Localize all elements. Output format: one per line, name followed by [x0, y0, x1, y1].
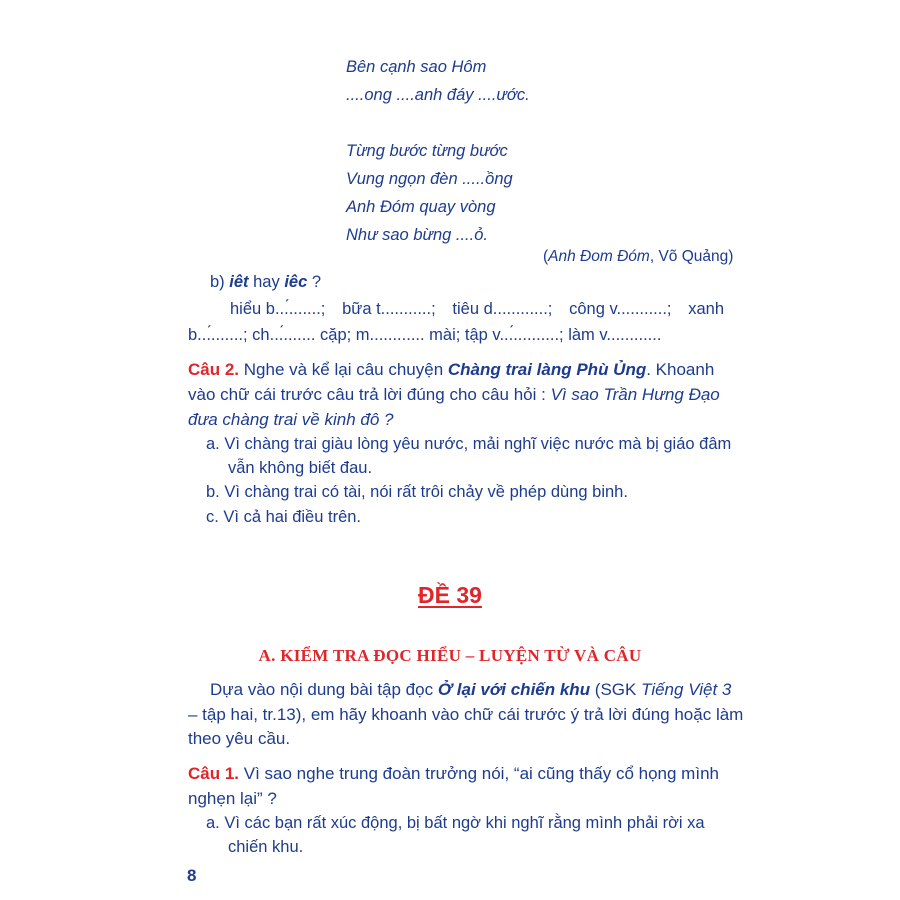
poem-line-4: Vung ngọn đèn .....ồng — [346, 170, 513, 188]
part-b-end: ? — [307, 273, 322, 291]
fill-item: bữa t...........; — [342, 300, 436, 318]
cau2-text-2: . Khoanh — [646, 360, 715, 379]
part-b-heading — [210, 271, 321, 293]
fill-item: hiểu b...́.......; — [230, 300, 326, 318]
exam-title: ĐỀ 39 — [418, 582, 482, 608]
fill-item: xanh — [688, 300, 724, 318]
fill-item: tiêu d............; — [452, 300, 553, 318]
part-b-option-1: iêt — [229, 273, 249, 291]
part-b-label: b) — [210, 273, 230, 291]
cau2-text-1: Nghe và kể lại câu chuyện — [239, 360, 448, 379]
intro-book: Tiếng Việt 3 — [641, 680, 732, 699]
cau2-line-1 — [188, 359, 714, 381]
intro-text-1: Dựa vào nội dung bài tập đọc — [210, 680, 438, 699]
cau1-option-a-cont: chiến khu. — [228, 838, 304, 856]
page-number: 8 — [187, 866, 197, 885]
cau1-text: Vì sao nghe trung đoàn trưởng nói, “ai cũng thấy cổ họng mình — [239, 764, 719, 783]
poem-line-2: ....ong ....anh đáy ....ước. — [346, 86, 530, 104]
intro-reading-title: Ở lại với chiến khu — [437, 680, 591, 699]
section-a-heading: A. KIỂM TRA ĐỌC HIỂU – LUYỆN TỪ VÀ CÂU — [258, 646, 642, 665]
poem-line-5: Anh Đóm quay vòng — [346, 198, 496, 216]
citation-author: , Võ Quảng) — [649, 248, 734, 265]
intro-line-2: – tập hai, tr.13), em hãy khoanh vào chữ cái trước ý trả lời đúng hoặc làm — [188, 705, 744, 724]
intro-line-3: theo yêu cầu. — [188, 729, 291, 748]
cau1-line-1 — [188, 763, 719, 785]
poem-citation — [543, 246, 733, 268]
cau2-label: Câu 2. — [188, 360, 240, 379]
cau1-option-a: a. Vì các bạn rất xúc động, bị bất ngờ khi nghĩ rằng mình phải rời xa — [206, 814, 705, 832]
cau2-line-2 — [188, 384, 720, 406]
cau2-option-c: c. Vì cả hai điều trên. — [206, 508, 362, 526]
intro-line-1 — [210, 679, 731, 701]
citation-title: Anh Đom Đóm — [548, 248, 650, 265]
citation-open: ( — [543, 248, 549, 265]
part-b-option-2: iêc — [284, 273, 308, 291]
cau2-option-b: b. Vì chàng trai có tài, nói rất trôi chảy về phép dùng binh. — [206, 483, 628, 501]
part-b-line-1 — [230, 298, 724, 320]
cau2-option-a-cont: vẫn không biết đau. — [228, 459, 373, 477]
cau2-option-a: a. Vì chàng trai giàu lòng yêu nước, mải nghĩ việc nước mà bị giáo đâm — [206, 435, 732, 453]
cau1-label: Câu 1. — [188, 764, 240, 783]
poem-line-3: Từng bước từng bước — [346, 142, 508, 160]
intro-text-2: (SGK — [590, 680, 642, 699]
cau1-line-2: nghẹn lại” ? — [188, 789, 277, 808]
part-b-middle: hay — [248, 273, 285, 291]
cau2-story-title: Chàng trai làng Phù Ủng — [447, 360, 647, 379]
poem-line-6: Như sao bừng ....ỏ. — [346, 226, 488, 244]
cau2-line-2-plain: vào chữ cái trước câu trả lời đúng cho câu hỏi : — [188, 385, 551, 404]
poem-line-1: Bên cạnh sao Hôm — [346, 58, 487, 76]
part-b-line-2: b...́.......; ch...́....... cặp; m............ mài; tập v...́..........; làm v............ — [188, 326, 662, 344]
cau2-question: Vì sao Trần Hưng Đạo — [550, 385, 720, 404]
fill-item: công v...........; — [569, 300, 672, 318]
cau2-line-3: đưa chàng trai về kinh đô ? — [188, 410, 394, 429]
